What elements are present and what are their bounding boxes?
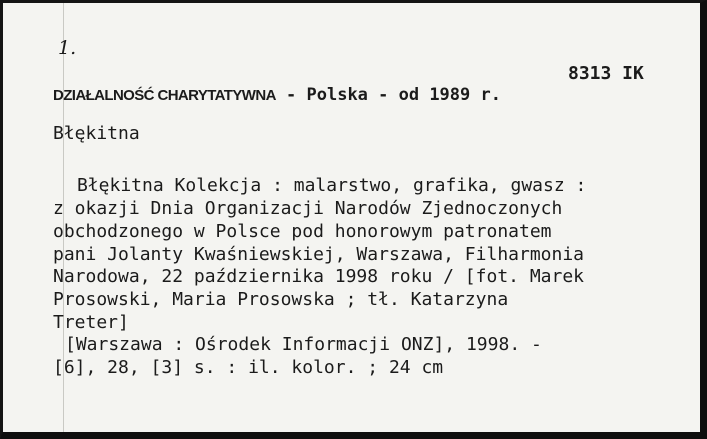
- description-line: Błękitna Kolekcja : malarstwo, grafika, gwasz :: [77, 175, 587, 196]
- call-number: 8313 IK: [568, 63, 644, 84]
- description-line: pani Jolanty Kwaśniewskiej, Warszawa, Filharmonia: [53, 244, 585, 265]
- description-line: Prosowski, Maria Prosowska ; tł. Katarzyna: [53, 289, 509, 310]
- card-number: 1.: [58, 37, 77, 59]
- description-line: Narodowa, 22 października 1998 roku / [fot. Marek: [53, 266, 585, 287]
- subject-heading: [53, 84, 501, 107]
- description-line: z okazji Dnia Organizacji Narodów Zjednoczonych: [53, 198, 563, 219]
- subject-heading-subdivision: - Polska - od 1989 r.: [275, 85, 501, 105]
- author-heading: Błękitna: [53, 123, 140, 144]
- imprint-line: [6], 28, [3] s. : il. kolor. ; 24 cm: [53, 357, 444, 378]
- description-line: obchodzonego w Polsce pod honorowym patronatem: [53, 221, 552, 242]
- imprint-line: [Warszawa : Ośrodek Informacji ONZ], 1998. -: [65, 334, 542, 355]
- subject-heading-main: DZIAŁALNOŚĆ CHARYTATYWNA: [53, 87, 276, 104]
- description-line: Treter]: [53, 312, 129, 333]
